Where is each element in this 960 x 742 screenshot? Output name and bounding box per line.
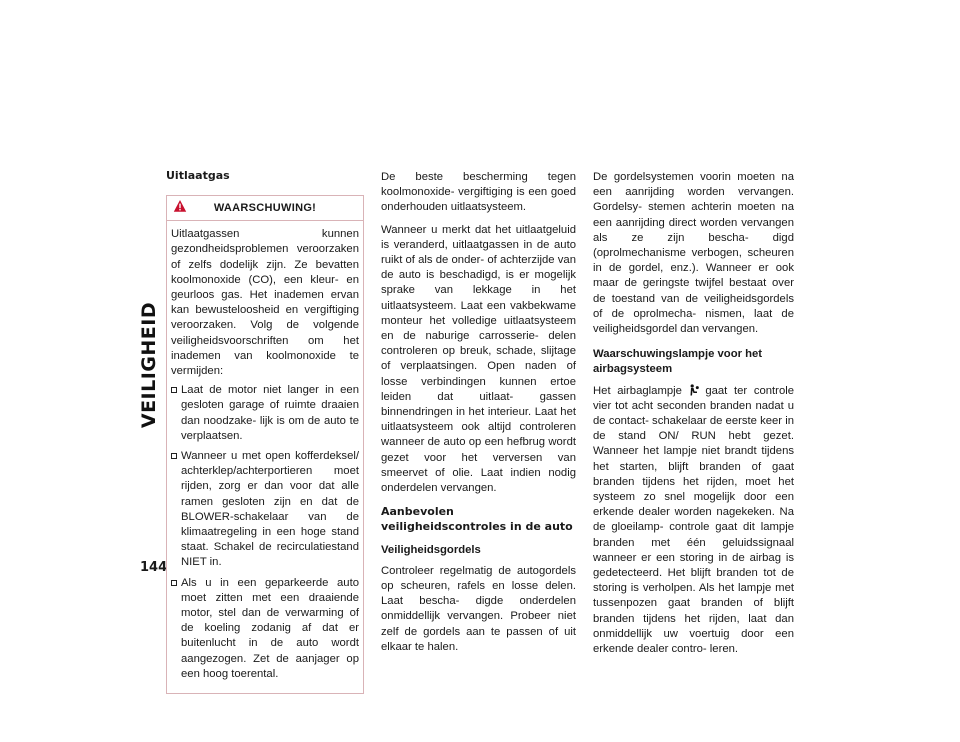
paragraph: De gordelsystemen voorin moeten na een aanrijding worden vervangen. Gordelsy- stemen achterin moeten na een aanrijding direct worden vervangen als ze zijn bescha- digd (oprolmechanisme verbogen, scheuren in de gordel, enz.). Wanneer er ook maar de geringste twijfel bestaat over de toestand van de veiligheidsgordels of de oprolmecha- nismen, laat de veiligheidsgordel dan vervangen. (593, 171, 794, 336)
section-side-tab (138, 170, 160, 560)
heading-airbag-light: Waarschuwingslampje voor het airbagsysteem (593, 348, 763, 376)
warning-intro: Uitlaatgassen kunnen gezondheidsproblemen veroorzaken of zelfs dodelijk zijn. Ze bevatten koolmonoxide (CO), een kleur- en geurloos gas. Het inademen ervan kan bewusteloosheid en vergiftiging veroorzaken. Volg de volgende veiligheidsvoorschriften om het inademen van koolmonoxide te vermijden: (171, 228, 359, 378)
warning-box (166, 195, 364, 694)
paragraph: Wanneer u merkt dat het uitlaatgeluid is veranderd, uitlaatgassen in de auto ruikt of als de onder- of achterzijde van de auto is beschadigd, is er mogelijk sprake van lekkage in het uitlaatsysteem. Laat een vakbekwame monteur het volledige uitlaatsysteem en de naburige carrosserie- delen controleren op breuk, schade, slijtage of verplaatsingen. Open naden of losse verbindingen kunnen ertoe leiden dat uitlaat- gassen binnendringen in het interieur. Laat het uitlaatsysteem ook altijd controleren wanneer de auto op een hefbrug wordt gezet voor het verversen van smeervet of olie. Laat indien nodig onderdelen vervangen. (381, 223, 576, 495)
column-right (593, 170, 794, 664)
warning-triangle-icon (173, 199, 187, 213)
list-item (171, 383, 359, 444)
warning-title: WAARSCHUWING! (213, 202, 317, 215)
section-title-exhaust: Uitlaatgas (166, 169, 230, 182)
list-item (171, 576, 359, 682)
bullet-text: Laat de motor niet langer in een gesloten garage of ruimte draaien dan noodzake- lijk is om de auto te verplaatsen. (181, 384, 359, 442)
paragraph: Controleer regelmatig de autogordels op scheuren, rafels en losse delen. Laat bescha- digde onderdelen onmiddellijk vervangen. Probeer niet zelf de gordels aan te passen of uit elkaar te halen. (381, 564, 576, 653)
warning-body (167, 221, 363, 693)
section-tab-label: VEILIGHEID (138, 301, 160, 429)
heading-safety-checks: Aanbevolen veiligheidscontroles in de auto (381, 505, 573, 534)
checkbox-square-icon (171, 453, 177, 459)
column-middle (381, 170, 576, 662)
column-left (166, 168, 364, 694)
warning-bullet-list (171, 383, 359, 682)
paragraph-text: Het airbaglampje (593, 384, 682, 397)
subheading-seatbelts: Veiligheidsgordels (381, 543, 481, 556)
checkbox-square-icon (171, 580, 177, 586)
paragraph-text: gaat ter controle vier tot acht seconden branden nadat u de contact- schakelaar de eerste keer in de stand ON/ RUN hebt gezet. Wanneer het lampje niet brandt tijdens het starten, blijft branden of gaat branden tijdens het rijden, moet het systeem zo snel mogelijk door een erkende dealer worden nagekeken. Na de gloeilamp- controle gaat dit lampje branden met één geluidssignaal wanneer er een storing in de airbag is gedetecteerd. Het blijft branden tot de storing is verholpen. Als het lampje met tussenpozen gaat branden of blijft branden tijdens het rijden, laat dan onmiddellijk uw voertuig door een erkende dealer contro- leren. (593, 384, 795, 656)
bullet-text: Wanneer u met open kofferdeksel/ achterklep/achterportieren moet rijden, zorg er dan voor dat alle ramen gesloten zijn en dat de BLOWER-schakelaar van de klimaatregeling in een hoge stand staat. Schakel de recirculatiestand NIET in. (181, 450, 359, 569)
airbag-warning-icon (689, 384, 699, 396)
bullet-text: Als u in een geparkeerde auto moet zitten met een draaiende motor, stel dan de verwarming of de koeling zodanig af dat er buitenlucht in de auto wordt aangezogen. Zet de aanjager op een hoog toerental. (181, 576, 359, 680)
checkbox-square-icon (171, 387, 177, 393)
warning-header (167, 196, 363, 221)
page-number: 144 (140, 560, 168, 575)
paragraph (593, 384, 794, 658)
list-item (171, 449, 359, 571)
paragraph: De beste bescherming tegen koolmonoxide- vergiftiging is een goed onderhouden uitlaatsysteem. (381, 171, 576, 214)
